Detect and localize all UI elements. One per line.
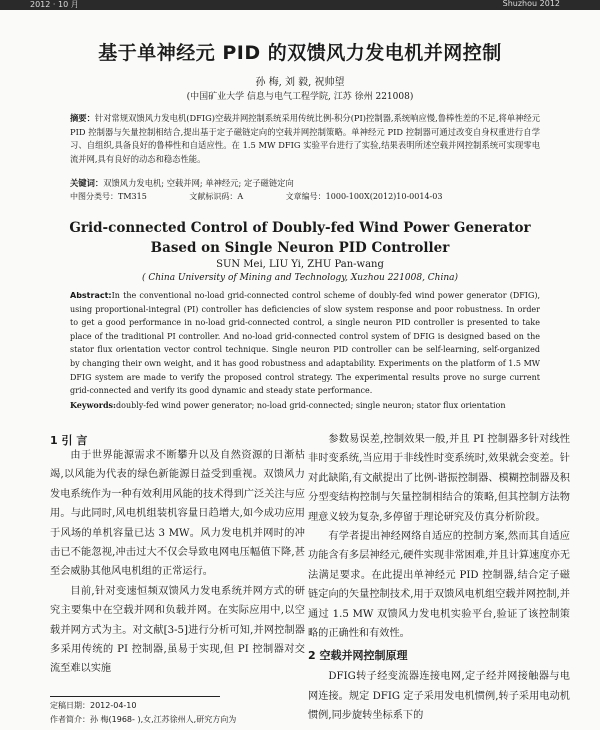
- english-abstract-label: Abstract:: [70, 291, 112, 300]
- left-column: [50, 446, 305, 679]
- chinese-authors: 孙 梅, 刘 毅, 祝帅望: [255, 77, 345, 88]
- english-affiliation: ( China University of Mining and Technology, Xuzhou 221008, China): [141, 273, 459, 283]
- article-number: 文章编号：1000-100X(2012)10-0014-03: [285, 192, 443, 201]
- chinese-abstract: [70, 112, 540, 166]
- chinese-keywords-label: 关键词：: [70, 178, 104, 188]
- english-authors: SUN Mei, LIU Yi, ZHU Pan-wang: [216, 259, 384, 270]
- header-bar: [0, 0, 600, 10]
- paragraph: 目前,针对变速恒频双馈风力发电系统并网方式的研究主要集中在空载并网和负载并网。在实际应用中,以空载并网方式为主。对文献[3-5]进行分析可知,并网控制器多采用传统的 PI 控制器,虽易于实现,但 PI 控制器对交流至难以实施: [50, 585, 305, 675]
- header-right: Shuzhou 2012: [502, 0, 560, 8]
- chinese-abstract-text: 针对常规双馈风力发电机(DFIG)空载并网控制系统采用传统比例-积分(PI)控制器,系统响应慢,鲁棒性差的不足,将单神经元 PID 控制器与矢量控制相结合,提出基于定子磁链定向的空载并网控制策略。单神经元 PID 控制器可通过改变自身权重进行自学习、自组织,具备良好的鲁棒性和自适应性。在 1.5 MW DFIG 实验平台进行了实验,结果表明所述空载并网控制系统可实现零电流并网,具有良好的动态和稳态性能。: [70, 113, 540, 164]
- chinese-affiliation: (中国矿业大学 信息与电气工程学院, 江苏 徐州 221008): [186, 92, 414, 102]
- paragraph: 参数易误差,控制效果一般,并且 PI 控制器多针对线性非时变系统,当应用于非线性时变系统时,效果就会变差。针对此缺陷,有文献提出了比例-谐振控制器、模糊控制器及积分型变结构控制与矢量控制相结合的策略,但其控制方法物理意义较为复杂,多停留于理论研究及仿真分析阶段。: [308, 434, 570, 523]
- english-keywords-label: Keywords:: [70, 400, 117, 410]
- english-title-line1: Grid-connected Control of Doubly-fed Wind Power Generator: [69, 220, 531, 236]
- header-left: 2012 · 10 月: [30, 0, 79, 9]
- english-abstract: [70, 289, 540, 398]
- english-keywords-text: doubly-fed wind power generator; no-load grid-connected; single neuron; stator flux orientation: [116, 401, 506, 410]
- chinese-keywords-text: 双馈风力发电机; 空载并网; 单神经元; 定子磁链定向: [103, 178, 294, 188]
- paragraph: DFIG转子经变流器连接电网,定子经并网接触器与电网连接。规定 DFIG 定子采用发电机惯例,转子采用电动机惯例,同步旋转坐标系下的: [308, 671, 570, 722]
- english-title-line2: Based on Single Neuron PID Controller: [150, 240, 450, 256]
- right-column: [308, 430, 570, 726]
- paragraph: 有学者提出神经网络自适应的控制方案,然而其自适应功能含有多层神经元,硬件实现非常困难,并且计算速度亦无法满足要求。在此提出单神经元 PID 控制器,结合定子磁链定向的矢量控制技术,用于双馈风电机组空载并网控制,并通过 1.5 MW 双馈风力发电机实验平台,验证了该控制策略的正确性和有效性。: [308, 531, 570, 640]
- document-code: 文献标识码：A: [189, 192, 244, 201]
- classification-line: [70, 191, 540, 202]
- english-abstract-text: In the conventional no-load grid-connected control scheme of doubly-fed wind power generator (DFIG), using proportional-integral (PI) controller has deficiencies of slow system response and poor robustness. In order to get a good performance in no-load grid-connected control, a single neuron PID controller is presented to take place of the traditional PI controller. And no-load grid-connected control system of DFIG is designed based on the stator flux orientation vector control technique. Single neuron PID controller can be self-learning, self-organized by changing their own weight, and it has good robustness and adaptability. Experiments on the platform of 1.5 MW DFIG system are made to verify the proposed control strategy. The experimental results prove no surge current grid-connected and verify its good dynamic and steady state performance.: [70, 291, 540, 396]
- section-2-heading: 2 空载并网控制原理: [308, 649, 408, 663]
- section-1-heading: 1 引 言: [50, 434, 88, 447]
- chinese-title: 基于单神经元 PID 的双馈风力发电机并网控制: [98, 42, 502, 64]
- chinese-abstract-label: 摘要：: [70, 113, 95, 123]
- chinese-keywords: [70, 177, 540, 189]
- class-number: 中图分类号：TM315: [70, 192, 147, 201]
- footnote-rule: [50, 696, 220, 697]
- paragraph: 由于世界能源需求不断攀升以及自然资源的日渐枯竭,以风能为代表的绿色新能源日益受到重视。双馈风力发电系统作为一种有效利用风能的技术得到广泛关注与应用。与此同时,风电机组装机容量日趋增大,如今成功应用于风场的单机容量已达 3 MW。风力发电机并网时的冲击已不能忽视,冲击过大不仅会导致电网电压幅值下降,甚至会威胁其他风电机组的正常运行。: [50, 450, 305, 578]
- footnote-received: 定稿日期：2012-04-10: [50, 701, 137, 710]
- english-title: [0, 218, 600, 258]
- footnote-author: 作者简介：孙 梅(1968- ),女,江苏徐州人,研究方向为: [50, 715, 237, 724]
- english-keywords: [70, 400, 540, 410]
